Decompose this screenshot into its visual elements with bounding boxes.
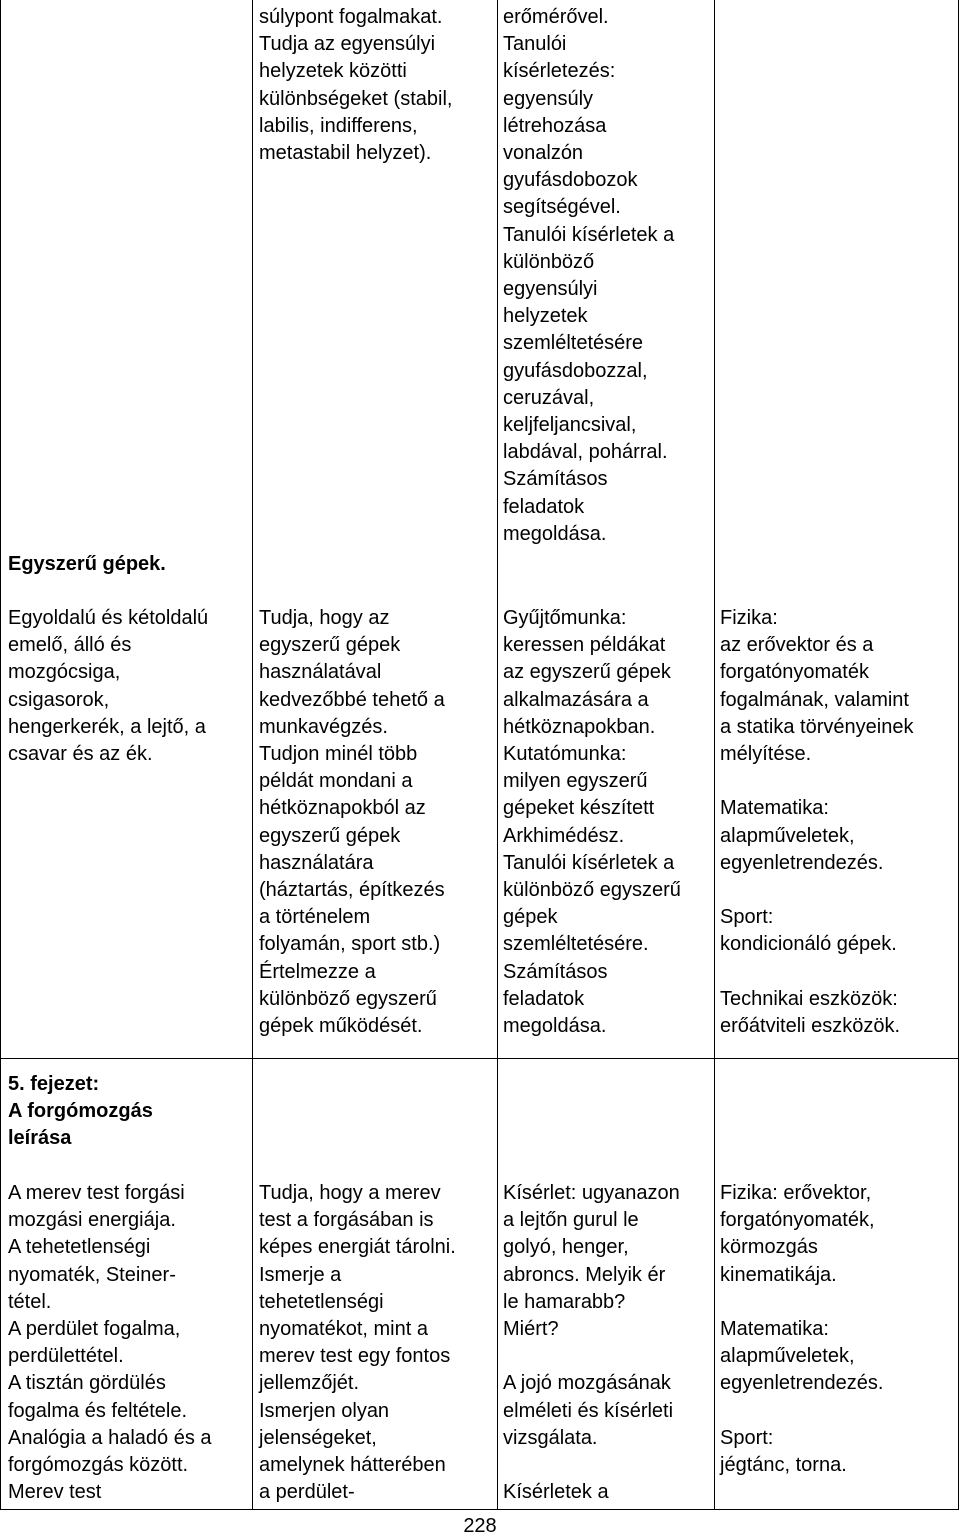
text-line: a statika törvényeinek — [720, 715, 914, 738]
text-line: Egyoldalú és kétoldalú — [8, 607, 209, 629]
text-line: Fizika: — [720, 607, 778, 629]
text-line: Analógia a haladó és a — [8, 1426, 212, 1449]
text-line: Technikai eszközök: — [720, 987, 898, 1010]
text-line: forgómozgás között. — [8, 1454, 189, 1477]
text-line: keressen példákat — [503, 634, 666, 657]
text-line: gépek működését. — [259, 1015, 423, 1038]
column-divider-3 — [714, 0, 715, 1510]
text-line: kísérletezés: — [503, 60, 616, 83]
text-line: erőátviteli eszközök. — [720, 1015, 901, 1037]
text-line: Kutatómunka: — [503, 743, 627, 766]
page-number: 228 — [463, 1515, 497, 1537]
text-line: abroncs. Melyik ér — [503, 1263, 666, 1286]
text-line: A jojó mozgásának — [503, 1372, 671, 1395]
text-line: különbségeket (stabil, — [259, 87, 453, 110]
text-line: merev test egy fontos — [259, 1345, 451, 1368]
text-line: az erővektor és a — [720, 634, 874, 657]
text-line: egyenletrendezés. — [720, 851, 884, 874]
table-border-right — [958, 0, 959, 1510]
text-line: súlypont fogalmakat. — [259, 6, 443, 28]
text-line: Tudjon minél több — [259, 743, 418, 766]
text-line: Merev test — [8, 1481, 102, 1504]
text-line: Sport: — [720, 906, 774, 929]
text-line: leírása — [8, 1127, 72, 1150]
text-line: nyomatékot, mint a — [259, 1318, 428, 1341]
row1-col2-text — [259, 4, 452, 167]
text-line: az egyszerű gépek — [503, 661, 671, 684]
text-line: Tanulói — [503, 33, 567, 56]
text-line: Tanulói kísérletek a — [503, 223, 675, 246]
text-line: le hamarabb? — [503, 1290, 626, 1313]
text-line: A forgómozgás — [8, 1100, 153, 1123]
text-line: emelő, álló és — [8, 634, 132, 657]
text-line: fogalmának, valamint — [720, 688, 909, 711]
text-line: Számításos — [503, 960, 608, 983]
text-line: egyszerű gépek — [259, 824, 401, 847]
text-line: megoldása. — [503, 522, 607, 545]
text-line: a lejtőn gurul le — [503, 1209, 639, 1232]
text-line: jellemzőjét. — [259, 1372, 360, 1395]
text-line: gyufásdobozzal, — [503, 359, 648, 382]
text-line: nyomaték, Steiner- — [8, 1263, 176, 1286]
text-line: Arkhimédész. — [503, 824, 625, 847]
text-line: megoldása. — [503, 1015, 607, 1038]
text-line: csigasorok, — [8, 688, 110, 711]
row1-col3-text — [503, 4, 674, 548]
text-line: Sport: — [720, 1426, 774, 1449]
simple-machines-requirements — [259, 605, 445, 1040]
text-line: példát mondani a — [259, 770, 413, 793]
text-line: szemléltetésére. — [503, 933, 649, 956]
simple-machines-activities — [503, 605, 681, 1040]
text-line: milyen egyszerű — [503, 770, 648, 793]
text-line: mozgási energiája. — [8, 1209, 176, 1232]
text-line: folyamán, sport stb.) — [259, 933, 441, 956]
text-line: A tehetetlenségi — [8, 1236, 151, 1259]
text-line: a történelem — [259, 906, 371, 929]
rotation-activities — [503, 1180, 680, 1506]
text-line: munkavégzés. — [259, 715, 388, 738]
text-line: tehetetlenségi — [259, 1290, 384, 1313]
simple-machines-topics — [8, 605, 208, 768]
text-line: test a forgásában is — [259, 1209, 434, 1232]
text-line: egyenletrendezés. — [720, 1372, 884, 1395]
text-line: 5. fejezet: — [8, 1073, 100, 1095]
text-line: hétköznapokban. — [503, 715, 656, 738]
text-line: Tudja az egyensúlyi — [259, 33, 436, 56]
text-line: különböző — [503, 250, 595, 273]
text-line: egyensúly — [503, 87, 594, 110]
text-line: kedvezőbbé tehető a — [259, 688, 445, 711]
text-line: gépeket készített — [503, 797, 655, 820]
text-line: fogalma és feltétele. — [8, 1399, 187, 1422]
text-line: Matematika: — [720, 797, 829, 820]
text-line: különböző egyszerű — [259, 987, 437, 1010]
text-line: Kísérlet: ugyanazon — [503, 1182, 680, 1204]
text-line: mélyítése. — [720, 743, 812, 766]
text-line: Matematika: — [720, 1318, 829, 1340]
text-line: tétel. — [8, 1290, 52, 1313]
text-line: alkalmazására a — [503, 688, 649, 711]
text-line: létrehozása — [503, 114, 607, 137]
rotation-requirements — [259, 1180, 456, 1506]
text-line: Ismerje a — [259, 1263, 342, 1286]
text-line: mozgócsiga, — [8, 661, 121, 684]
text-line: gyufásdobozok — [503, 169, 638, 192]
text-line: különböző egyszerű — [503, 879, 681, 902]
text-line: elméleti és kísérleti — [503, 1399, 674, 1422]
text-line: Fizika: erővektor, — [720, 1182, 872, 1204]
text-line: egyensúlyi — [503, 278, 598, 301]
text-line: alapműveletek, — [720, 1345, 855, 1368]
text-line: gépek — [503, 906, 558, 929]
text-line: vonalzón — [503, 142, 584, 165]
text-line: Tanulói kísérletek a — [503, 851, 675, 874]
text-line: ceruzával, — [503, 386, 595, 409]
section-heading-simple-machines: Egyszerű gépek. — [8, 553, 166, 575]
text-line: segítségével. — [503, 196, 621, 219]
text-line: erőmérővel. — [503, 6, 609, 28]
text-line: körmozgás — [720, 1236, 818, 1259]
text-line: Kísérletek a — [503, 1481, 609, 1504]
text-line: kondicionáló gépek. — [720, 933, 897, 956]
text-line: szemléltetésére — [503, 332, 644, 355]
text-line: használatára — [259, 851, 374, 874]
text-line: kinematikája. — [720, 1263, 837, 1286]
text-line: helyzetek — [503, 305, 588, 328]
text-line: Számításos — [503, 468, 608, 491]
text-line: labdával, pohárral. — [503, 441, 668, 464]
text-line: forgatónyomaték, — [720, 1209, 875, 1232]
section-heading-rotation — [8, 1071, 153, 1153]
text-line: A perdület fogalma, — [8, 1318, 181, 1341]
text-line: alapműveletek, — [720, 824, 855, 847]
text-line: csavar és az ék. — [8, 743, 153, 766]
text-line: hétköznapokból az — [259, 797, 426, 820]
text-line: Ismerjen olyan — [259, 1399, 390, 1422]
text-line: Tudja, hogy az — [259, 607, 390, 629]
text-line: labilis, indifferens, — [259, 114, 418, 137]
rotation-topics — [8, 1180, 212, 1506]
text-line: Gyűjtőmunka: — [503, 607, 627, 629]
column-divider-2 — [497, 0, 498, 1510]
text-line: Tudja, hogy a merev — [259, 1182, 441, 1204]
text-line: amelynek hátterében — [259, 1454, 446, 1477]
text-line: hengerkerék, a lejtő, a — [8, 715, 206, 738]
text-line: feladatok — [503, 987, 585, 1010]
text-line: feladatok — [503, 495, 585, 518]
text-line: forgatónyomaték — [720, 661, 869, 684]
text-line: képes energiát tárolni. — [259, 1236, 456, 1259]
text-line: keljfeljancsival, — [503, 414, 637, 437]
text-line: jelenségeket, — [259, 1426, 377, 1449]
text-line: a perdület- — [259, 1481, 355, 1504]
text-line: jégtánc, torna. — [720, 1454, 847, 1476]
text-line: A merev test forgási — [8, 1182, 185, 1204]
text-line: helyzetek közötti — [259, 60, 407, 83]
text-line: egyszerű gépek — [259, 634, 401, 657]
column-divider-1 — [252, 0, 253, 1510]
table-border-bottom — [0, 1509, 959, 1510]
text-line: metastabil helyzet). — [259, 142, 432, 165]
text-line: (háztartás, építkezés — [259, 879, 445, 902]
rotation-connections — [720, 1180, 883, 1479]
row-divider — [0, 1058, 959, 1059]
text-line: használatával — [259, 661, 382, 684]
simple-machines-connections — [720, 605, 913, 1040]
text-line: vizsgálata. — [503, 1426, 598, 1449]
text-line: Értelmezze a — [259, 960, 376, 983]
text-line: perdülettétel. — [8, 1345, 124, 1368]
table-border-left — [0, 0, 1, 1510]
text-line: golyó, henger, — [503, 1236, 629, 1259]
text-line: A tisztán gördülés — [8, 1372, 166, 1395]
text-line: Miért? — [503, 1318, 559, 1341]
